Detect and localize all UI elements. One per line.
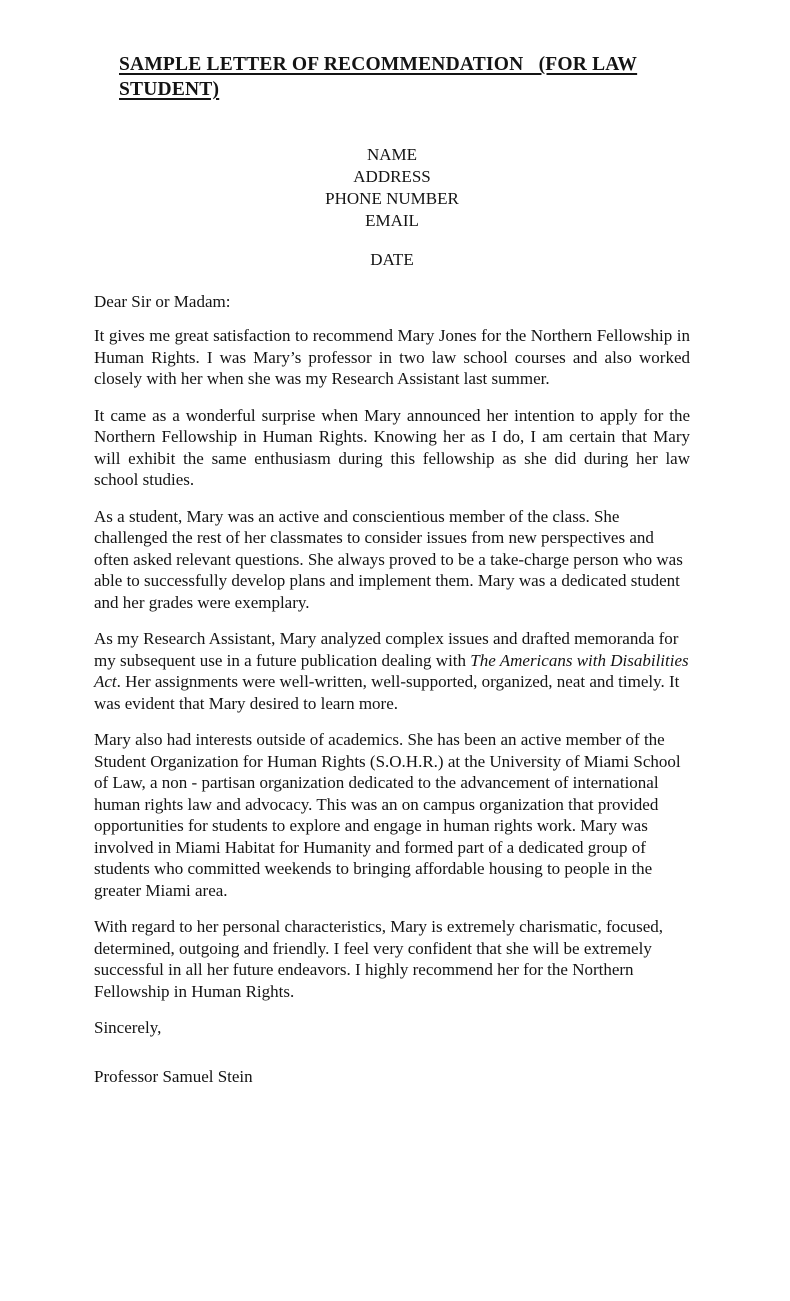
body-paragraph-4 xyxy=(94,628,690,714)
paragraph-4-text-after: . Her assignments were well-written, well-supported, organized, neat and timely. It was evident that Mary desired to learn more. xyxy=(94,672,680,713)
date-placeholder: DATE xyxy=(370,250,414,269)
title-line-2: STUDENT) xyxy=(119,79,220,100)
valediction: Sincerely, xyxy=(94,1018,162,1037)
contact-address: ADDRESS xyxy=(353,167,431,186)
body-paragraph-1: It gives me great satisfaction to recommend Mary Jones for the Northern Fellowship in Human Rights. I was Mary’s professor in two law school courses and also worked closely with her when she was my Research Assistant last summer. xyxy=(94,326,690,388)
body-paragraph-3: As a student, Mary was an active and conscientious member of the class. She challenged the rest of her classmates to consider issues from new perspectives and often asked relevant questions. She always proved to be a take-charge person who was able to successfully develop plans and implement them. Mary was a dedicated student and her grades were exemplary. xyxy=(94,506,683,612)
body-paragraph-6: With regard to her personal characteristics, Mary is extremely charismatic, focused, determined, outgoing and friendly. I feel very confident that she will be extremely successful in all her future endeavors. I highly recommend her for the Northern Fellowship in Human Rights. xyxy=(94,917,664,1001)
book-title-italic: The Americans with Disabilities Act xyxy=(94,650,689,691)
body-paragraph-5: Mary also had interests outside of academics. She has been an active member of the Student Organization for Human Rights (S.O.H.R.) at the University of Miami School of Law, a non - partisan organization dedicated to the advancement of international human rights law and advocacy. This was an on campus organization that provided opportunities for students to explore and engage in human rights work. Mary was involved in Miami Habitat for Humanity and formed part of a dedicated group of students who committed weekends to bringing affordable housing to people in the greater Miami area. xyxy=(94,730,681,900)
signature-name: Professor Samuel Stein xyxy=(94,1066,253,1086)
contact-phone: PHONE NUMBER xyxy=(325,189,459,208)
salutation: Dear Sir or Madam: xyxy=(94,291,231,311)
contact-block xyxy=(94,144,690,232)
paragraph-4-text-before: As my Research Assistant, Mary analyzed complex issues and drafted memoranda for my subsequent use in a future publication dealing with xyxy=(94,629,679,670)
document-title xyxy=(119,52,690,102)
contact-email: EMAIL xyxy=(365,211,419,230)
contact-name: NAME xyxy=(366,145,418,164)
body-paragraph-2: It came as a wonderful surprise when Mary announced her intention to apply for the Northern Fellowship in Human Rights. Knowing her as I do, I am certain that Mary will exhibit the same enthusiasm during this fellowship as she did during her law school studies. xyxy=(94,405,690,489)
title-line-1: SAMPLE LETTER OF RECOMMENDATION (FOR LAW xyxy=(119,54,638,75)
